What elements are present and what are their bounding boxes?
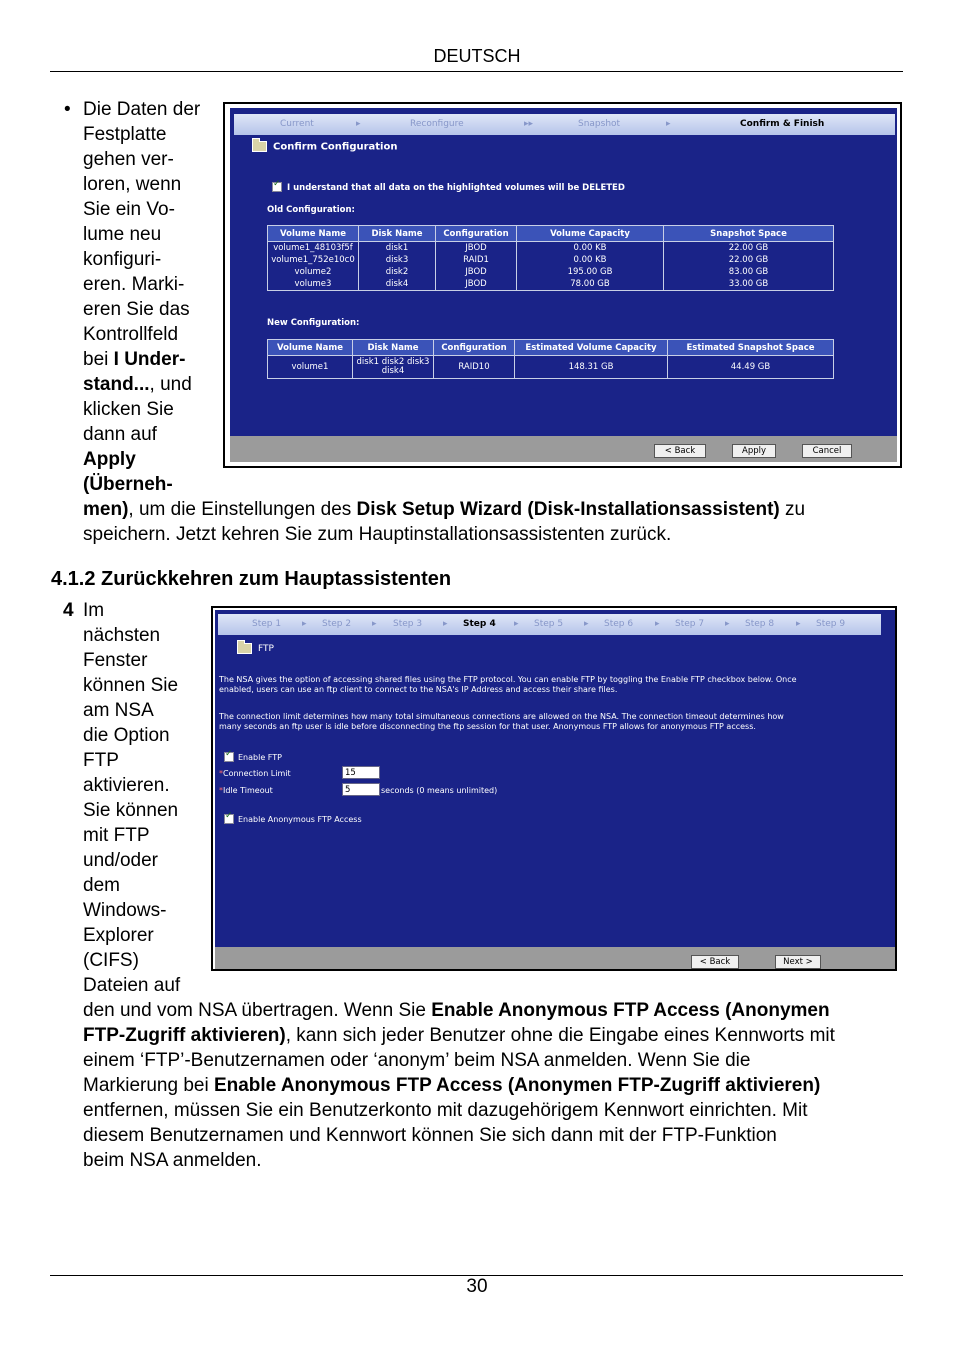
chevron-right-icon: ▸ xyxy=(302,619,307,629)
folder-icon xyxy=(252,141,267,152)
column-header: Estimated Snapshot Space xyxy=(668,340,834,356)
para-line: beim NSA anmelden. xyxy=(83,1150,262,1171)
para-line: stand..., und xyxy=(83,374,192,395)
step-6[interactable]: Step 6 xyxy=(604,619,634,629)
para-line: am NSA xyxy=(83,700,154,721)
para-line: den und vom NSA übertragen. Wenn Sie Enable Anonymous FTP Access (Anonymen xyxy=(83,1000,830,1021)
step-number: 4 xyxy=(63,600,74,621)
para-line: Festplatte xyxy=(83,124,167,145)
chevron-right-icon: ▸▸ xyxy=(524,119,534,129)
table-cell: volume1 xyxy=(268,356,353,379)
table-cell: 148.31 GB xyxy=(515,356,668,379)
chevron-right-icon: ▸ xyxy=(584,619,589,629)
connection-limit-input[interactable]: 15 xyxy=(342,766,380,779)
table-cell: 33.00 GB xyxy=(664,278,834,291)
column-header: Volume Capacity xyxy=(517,226,664,242)
wizard-window xyxy=(230,108,897,462)
step-confirm-finish[interactable]: Confirm & Finish xyxy=(740,119,825,129)
para-line: loren, wenn xyxy=(83,174,182,195)
understand-checkbox[interactable] xyxy=(272,182,282,192)
connection-limit-label: *Connection Limit xyxy=(219,769,291,778)
table-cell: volume3 xyxy=(268,278,359,291)
para-line: bei I Under- xyxy=(83,349,186,370)
para-line: men), um die Einstellungen des Disk Setup Wizard (Disk-Installationsassistent) zu xyxy=(83,499,806,520)
description-line: The connection limit determines how many total simultaneous connections are allowed on the NSA. The connection timeout determines how xyxy=(219,712,784,721)
table-cell: disk1 xyxy=(359,242,436,255)
chevron-right-icon: ▸ xyxy=(666,119,671,129)
step-reconfigure[interactable]: Reconfigure xyxy=(410,119,464,129)
column-header: Disk Name xyxy=(353,340,434,356)
para-line: entfernen, müssen Sie ein Benutzerkonto mit dazugehörigem Kennwort einrichten. Mit xyxy=(83,1100,808,1121)
step-4[interactable]: Step 4 xyxy=(463,619,496,629)
table-header-row xyxy=(268,340,834,356)
table-row xyxy=(268,254,834,266)
step-2[interactable]: Step 2 xyxy=(322,619,352,629)
para-line: einem ‘FTP’-Benutzernamen oder ‘anonym’ beim NSA anmelden. Wenn Sie die xyxy=(83,1050,751,1071)
para-line: Apply xyxy=(83,449,136,470)
table-cell: volume1_48103f5f xyxy=(268,242,359,255)
table-row xyxy=(268,356,834,379)
bullet-dot: • xyxy=(64,99,71,120)
wizard-steps xyxy=(234,114,895,135)
section-title: Confirm Configuration xyxy=(252,141,397,153)
para-line: speichern. Jetzt kehren Sie zum Hauptinstallationsassistenten zurück. xyxy=(83,524,672,545)
step-3[interactable]: Step 3 xyxy=(393,619,423,629)
para-line: dann auf xyxy=(83,424,157,445)
cancel-button[interactable]: Cancel xyxy=(802,444,852,458)
table-cell: RAID10 xyxy=(434,356,515,379)
para-line: und/oder xyxy=(83,850,159,871)
table-cell: 195.00 GB xyxy=(517,266,664,278)
old-config-label: Old Configuration: xyxy=(267,205,355,215)
table-cell: 22.00 GB xyxy=(664,242,834,255)
step-current[interactable]: Current xyxy=(280,119,314,129)
para-line: (Überneh- xyxy=(83,474,173,495)
chevron-right-icon: ▸ xyxy=(796,619,801,629)
anonymous-ftp-label: Enable Anonymous FTP Access xyxy=(238,815,362,824)
header-rule xyxy=(50,71,903,72)
screenshot-ftp xyxy=(211,606,897,971)
table-cell: volume1_752e10c0 xyxy=(268,254,359,266)
para-line: nächsten xyxy=(83,625,161,646)
old-config-table xyxy=(267,225,834,291)
para-line: Im xyxy=(83,600,105,621)
para-line: FTP xyxy=(83,750,119,771)
para-line: die Option xyxy=(83,725,170,746)
back-button[interactable]: < Back xyxy=(691,955,739,969)
screenshot-confirm-configuration xyxy=(223,102,902,468)
folder-icon xyxy=(237,643,252,654)
apply-button[interactable]: Apply xyxy=(732,444,776,458)
step-1[interactable]: Step 1 xyxy=(252,619,282,629)
table-row xyxy=(268,278,834,291)
description-line: many seconds an ftp user is idle before disconnecting the ftp session for that user. Anonymous FTP allows for anonymous FTP access. xyxy=(219,722,756,731)
new-config-label: New Configuration: xyxy=(267,318,360,328)
chevron-right-icon: ▸ xyxy=(443,619,448,629)
column-header: Configuration xyxy=(436,226,517,242)
table-cell: disk4 xyxy=(359,278,436,291)
para-line: können Sie xyxy=(83,675,179,696)
para-line: Markierung bei Enable Anonymous FTP Access (Anonymen FTP-Zugriff aktivieren) xyxy=(83,1075,821,1096)
para-line: Sie ein Vo- xyxy=(83,199,175,220)
ftp-description xyxy=(219,675,797,695)
para-line: FTP-Zugriff aktivieren), kann sich jeder Benutzer ohne die Eingabe eines Kennworts mit xyxy=(83,1025,835,1046)
idle-timeout-label: *Idle Timeout xyxy=(219,786,273,795)
column-header: Configuration xyxy=(434,340,515,356)
table-cell: disk2 xyxy=(359,266,436,278)
para-line: Windows- xyxy=(83,900,167,921)
new-config-table xyxy=(267,339,834,379)
para-line: Fenster xyxy=(83,650,148,671)
table-cell: 22.00 GB xyxy=(664,254,834,266)
description-line: enabled, users can use an ftp client to connect to the NSA's IP Address and access their share files. xyxy=(219,685,618,694)
table-cell: 83.00 GB xyxy=(664,266,834,278)
table-cell: disk1 disk2 disk3 disk4 xyxy=(353,356,434,379)
wizard-steps xyxy=(218,614,881,635)
chevron-right-icon: ▸ xyxy=(356,119,361,129)
table-cell: 44.49 GB xyxy=(668,356,834,379)
chevron-right-icon: ▸ xyxy=(372,619,377,629)
para-line: Explorer xyxy=(83,925,154,946)
description-line: The NSA gives the option of accessing shared files using the FTP protocol. You can enable FTP by toggling the Enable FTP checkbox below. Once xyxy=(219,675,797,684)
section-title: FTP xyxy=(237,643,274,654)
idle-timeout-suffix: seconds (0 means unlimited) xyxy=(381,786,498,795)
column-header: Volume Name xyxy=(268,226,359,242)
para-line: Die Daten der xyxy=(83,99,201,120)
para-line: diesem Benutzernamen und Kennwort können Sie sich dann mit der FTP-Funktion xyxy=(83,1125,777,1146)
table-cell: 78.00 GB xyxy=(517,278,664,291)
connection-description xyxy=(219,712,784,732)
para-line: lume neu xyxy=(83,224,162,245)
enable-ftp-checkbox[interactable] xyxy=(224,752,234,762)
table-cell: volume2 xyxy=(268,266,359,278)
para-line: Sie können xyxy=(83,800,179,821)
para-line: (CIFS) xyxy=(83,950,139,971)
next-button[interactable]: Next > xyxy=(775,955,821,969)
enable-ftp-label: Enable FTP xyxy=(238,753,282,762)
chevron-right-icon: ▸ xyxy=(725,619,730,629)
para-line: gehen ver- xyxy=(83,149,174,170)
para-line: Kontrollfeld xyxy=(83,324,179,345)
step-9[interactable]: Step 9 xyxy=(816,619,846,629)
wizard-window xyxy=(215,610,895,969)
table-cell: JBOD xyxy=(436,266,517,278)
column-header: Snapshot Space xyxy=(664,226,834,242)
chevron-right-icon: ▸ xyxy=(514,619,519,629)
para-line: aktivieren. xyxy=(83,775,170,796)
button-bar xyxy=(230,436,897,462)
column-header: Disk Name xyxy=(359,226,436,242)
understand-label: I understand that all data on the highlighted volumes will be DELETED xyxy=(287,183,625,193)
para-line: dem xyxy=(83,875,120,896)
idle-timeout-input[interactable]: 5 xyxy=(342,783,380,796)
column-header: Volume Name xyxy=(268,340,353,356)
table-cell: 0.00 KB xyxy=(517,254,664,266)
para-line: eren Sie das xyxy=(83,299,190,320)
step-5[interactable]: Step 5 xyxy=(534,619,564,629)
para-line: Dateien auf xyxy=(83,975,181,996)
step-7[interactable]: Step 7 xyxy=(675,619,705,629)
table-row xyxy=(268,242,834,255)
table-cell: JBOD xyxy=(436,242,517,255)
table-header-row xyxy=(268,226,834,242)
step-snapshot[interactable]: Snapshot xyxy=(578,119,621,129)
table-cell: RAID1 xyxy=(436,254,517,266)
table-row xyxy=(268,266,834,278)
table-cell: disk3 xyxy=(359,254,436,266)
para-line: konfiguri- xyxy=(83,249,162,270)
section-heading: 4.1.2 Zurückkehren zum Hauptassistenten xyxy=(51,568,452,590)
page-header: DEUTSCH xyxy=(433,46,521,66)
back-button[interactable]: < Back xyxy=(654,444,706,458)
anonymous-ftp-checkbox[interactable] xyxy=(224,814,234,824)
column-header: Estimated Volume Capacity xyxy=(515,340,668,356)
table-cell: JBOD xyxy=(436,278,517,291)
chevron-right-icon: ▸ xyxy=(655,619,660,629)
page-number: 30 xyxy=(466,1276,488,1297)
para-line: klicken Sie xyxy=(83,399,174,420)
table-cell: 0.00 KB xyxy=(517,242,664,255)
para-line: mit FTP xyxy=(83,825,150,846)
step-8[interactable]: Step 8 xyxy=(745,619,775,629)
para-line: eren. Marki- xyxy=(83,274,185,295)
